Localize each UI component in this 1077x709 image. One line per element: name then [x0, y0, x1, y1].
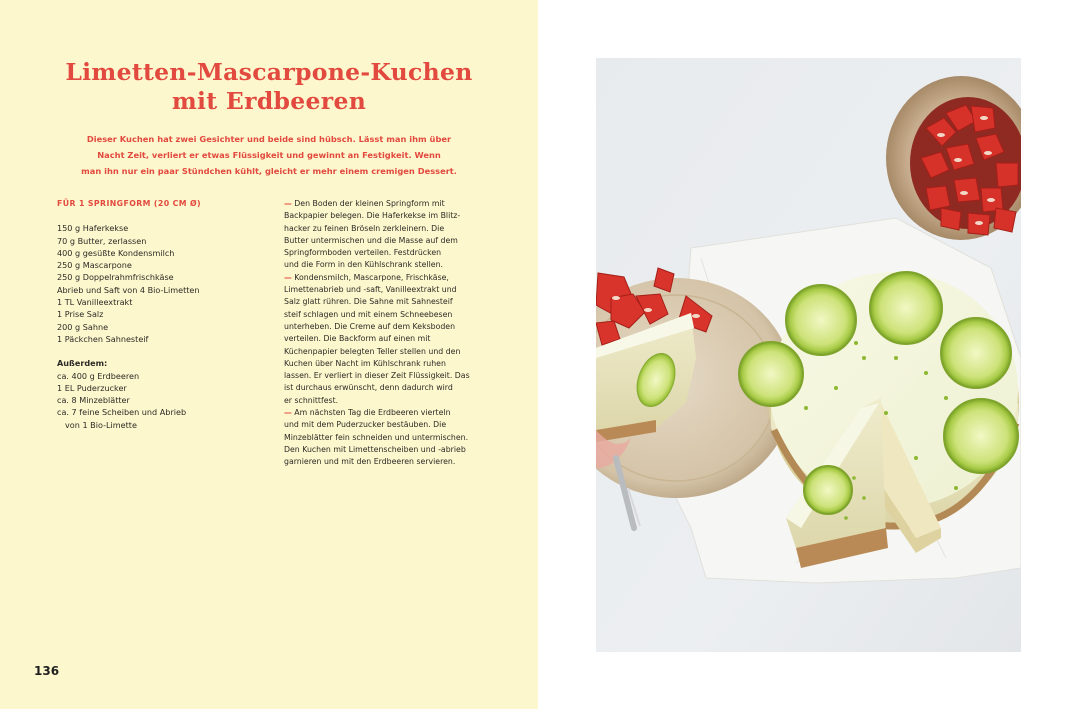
step-line: er schnittfest. [284, 395, 339, 405]
recipe-title [40, 58, 498, 116]
extra-item: ca. 7 feine Scheiben und Abrieb [57, 407, 187, 418]
step-line: Kuchen über Nacht im Kühlschrank ruhen [284, 358, 446, 368]
step-line: unterheben. Die Creme auf dem Keksboden [284, 321, 456, 331]
step-line-with-marker [284, 272, 502, 284]
ingredient-item: 1 Prise Salz [57, 309, 104, 320]
instruction-step-2 [284, 272, 502, 407]
ingredient-item: 400 g gesüßte Kondensmilch [57, 247, 175, 258]
ingredients-column [57, 198, 269, 431]
ingredients-heading: FÜR 1 SPRINGFORM (20 CM Ø) [57, 199, 202, 208]
extra-item: ca. 8 Minzeblätter [57, 395, 130, 406]
ingredient-item: 250 g Mascarpone [57, 260, 132, 271]
intro-line: man ihn nur ein paar Stündchen kühlt, gleicht er mehr einem cremigen Dessert. [81, 166, 457, 176]
step-line-with-marker [284, 407, 502, 419]
right-page [538, 0, 1077, 709]
left-page [0, 0, 538, 709]
ingredient-item: 70 g Butter, zerlassen [57, 235, 147, 246]
recipe-intro [56, 131, 482, 179]
step-line: Kondensmilch, Mascarpone, Frischkäse, [294, 272, 449, 282]
step-marker: — [284, 408, 292, 418]
intro-line: Nacht Zeit, verliert er etwas Flüssigkeit und gewinnt an Festigkeit. Wenn [97, 150, 441, 160]
step-line: und mit dem Puderzucker bestäuben. Die [284, 420, 447, 430]
instructions-column [284, 198, 502, 469]
step-line: Butter untermischen und die Masse auf dem [284, 235, 458, 245]
step-line: garnieren und mit den Erdbeeren servieren. [284, 457, 456, 467]
instruction-step-1 [284, 198, 502, 272]
step-line: Den Kuchen mit Limettenscheiben und -abrieb [284, 444, 466, 454]
step-line: Limettenabrieb und -saft, Vanilleextrakt und [284, 285, 457, 295]
intro-line: Dieser Kuchen hat zwei Gesichter und beide sind hübsch. Lässt man ihm über [86, 134, 452, 144]
step-marker: — [284, 199, 292, 208]
ingredient-item: Abrieb und Saft von 4 Bio-Limetten [57, 284, 200, 295]
cake-photo-illustration [596, 58, 1021, 652]
recipe-title-line-2: mit Erdbeeren [171, 87, 367, 115]
extras-list [57, 370, 269, 431]
ingredient-item: 150 g Haferkekse [57, 223, 129, 234]
step-line: verteilen. Die Backform auf einen mit [284, 334, 431, 344]
extra-item: ca. 400 g Erdbeeren [57, 370, 140, 381]
ingredient-item: 1 TL Vanilleextrakt [57, 297, 133, 308]
extra-item: 1 EL Puderzucker [57, 382, 127, 393]
extras-heading: Außerdem: [57, 358, 108, 369]
instruction-step-3 [284, 407, 502, 468]
step-line: Minzeblätter fein schneiden und untermischen. [284, 432, 469, 442]
step-line-with-marker [284, 198, 502, 210]
step-line: Springformboden verteilen. Festdrücken [284, 248, 442, 258]
ingredients-list [57, 222, 269, 345]
step-line: Küchenpapier belegten Teller stellen und den [284, 346, 461, 356]
step-line: und die Form in den Kühlschrank stellen. [284, 260, 444, 270]
ingredient-item: 250 g Doppelrahmfrischkäse [57, 272, 174, 283]
step-line: Backpapier belegen. Die Haferkekse im Blitz- [284, 211, 461, 221]
step-line: Den Boden der kleinen Springform mit [294, 199, 445, 208]
ingredient-item: 1 Päckchen Sahnesteif [57, 333, 149, 344]
step-line: steif schlagen und mit einem Schneebesen [284, 309, 453, 319]
step-line: hacker zu feinen Bröseln zerkleinern. Die [284, 223, 445, 233]
step-line: lassen. Er verliert in dieser Zeit Flüssigkeit. Das [284, 371, 470, 381]
recipe-title-line-1: Limetten-Mascarpone-Kuchen [65, 58, 473, 86]
step-line: Am nächsten Tag die Erdbeeren vierteln [294, 408, 451, 418]
step-marker: — [284, 272, 292, 282]
cake-photo [596, 58, 1021, 652]
page-number: 136 [34, 664, 60, 678]
step-line: ist durchaus erwünscht, denn dadurch wird [284, 383, 453, 393]
extra-item: von 1 Bio-Limette [65, 419, 137, 430]
step-line: Salz glatt rühren. Die Sahne mit Sahnesteif [284, 297, 453, 307]
ingredient-item: 200 g Sahne [57, 321, 109, 332]
